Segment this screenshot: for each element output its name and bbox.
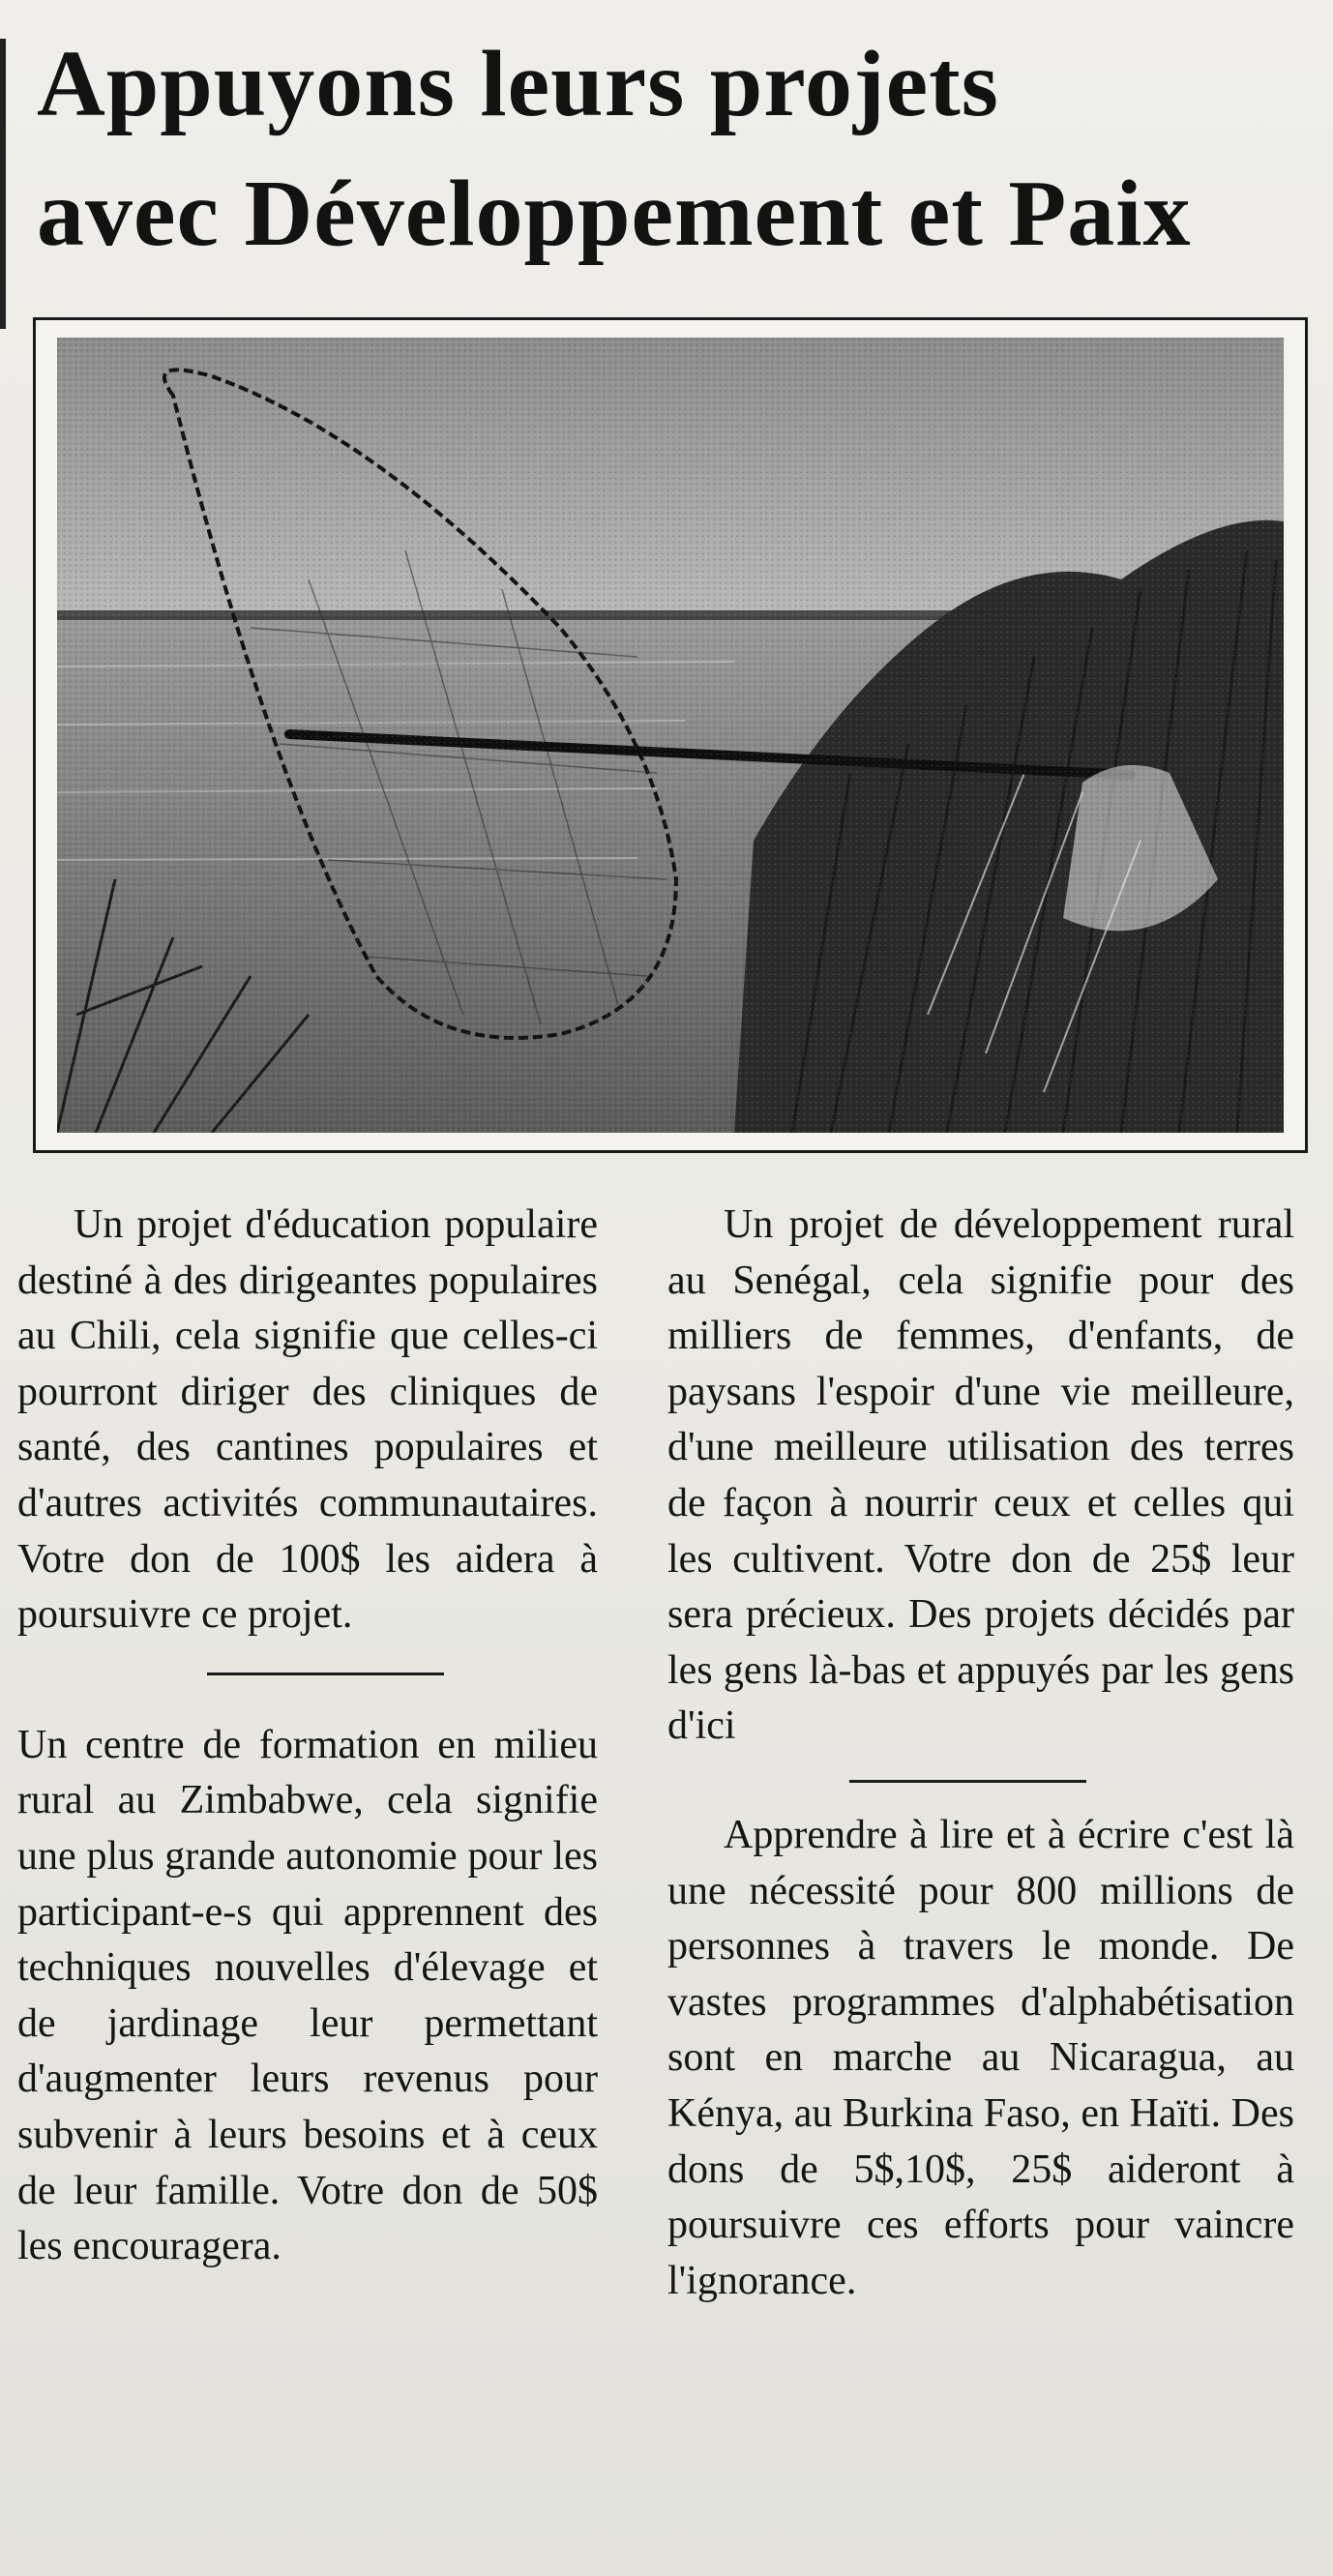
- fishing-net-photo: [57, 338, 1284, 1133]
- section-divider: [207, 1673, 444, 1675]
- senegal-paragraph: Un projet de développement rural au Senégal, cela signifie pour des milliers de femmes, d'enfants, de paysans l'espoir d'une vie meilleure, d'une meilleure utilisation des terres de façon à nourrir ceux et celles qui les cultivent. Votre don de 25$ leur sera précieux. Des projets décidés par les gens là-bas et appuyés par les gens d'ici: [667, 1202, 1294, 1749]
- literacy-paragraph: Apprendre à lire et à écrire c'est là une nécessité pour 800 millions de personnes à travers le monde. De vastes programmes d'alphabétisation sont en marche au Nicaragua, au Kénya, au Burkina Faso, en Haïti. Des dons de 5$,10$, 25$ aideront à poursuivre ces efforts pour vaincre l'ignorance.: [667, 1812, 1294, 2303]
- photo-frame: [33, 317, 1308, 1153]
- right-column: [667, 1198, 1294, 2309]
- section-divider: [849, 1780, 1086, 1783]
- headline: [37, 19, 1314, 279]
- headline-line-1: Appuyons leurs projets: [37, 32, 999, 136]
- zimbabwe-paragraph: Un centre de formation en milieu rural au Zimbabwe, cela signifie une plus grande autonomie pour les participant-e-s qui apprennent des techniques nouvelles d'élevage et de jardinage leur permettant d'augmenter leurs revenus pour subvenir à leurs besoins et à ceux de leur famille. Votre don de 50$ les encouragera.: [17, 1722, 598, 2269]
- left-column: [17, 1198, 598, 2275]
- fishing-net-illustration: [57, 338, 1284, 1133]
- chile-paragraph: Un projet d'éducation populaire destiné à des dirigeantes populaires au Chili, cela signifie que celles-ci pourront diriger des cliniques de santé, des cantines populaires et d'autres activités communautaires. Votre don de 100$ les aidera à poursuivre ce projet.: [17, 1202, 598, 1638]
- column-rule: [0, 39, 6, 329]
- headline-line-2: avec Développement et Paix: [37, 162, 1192, 266]
